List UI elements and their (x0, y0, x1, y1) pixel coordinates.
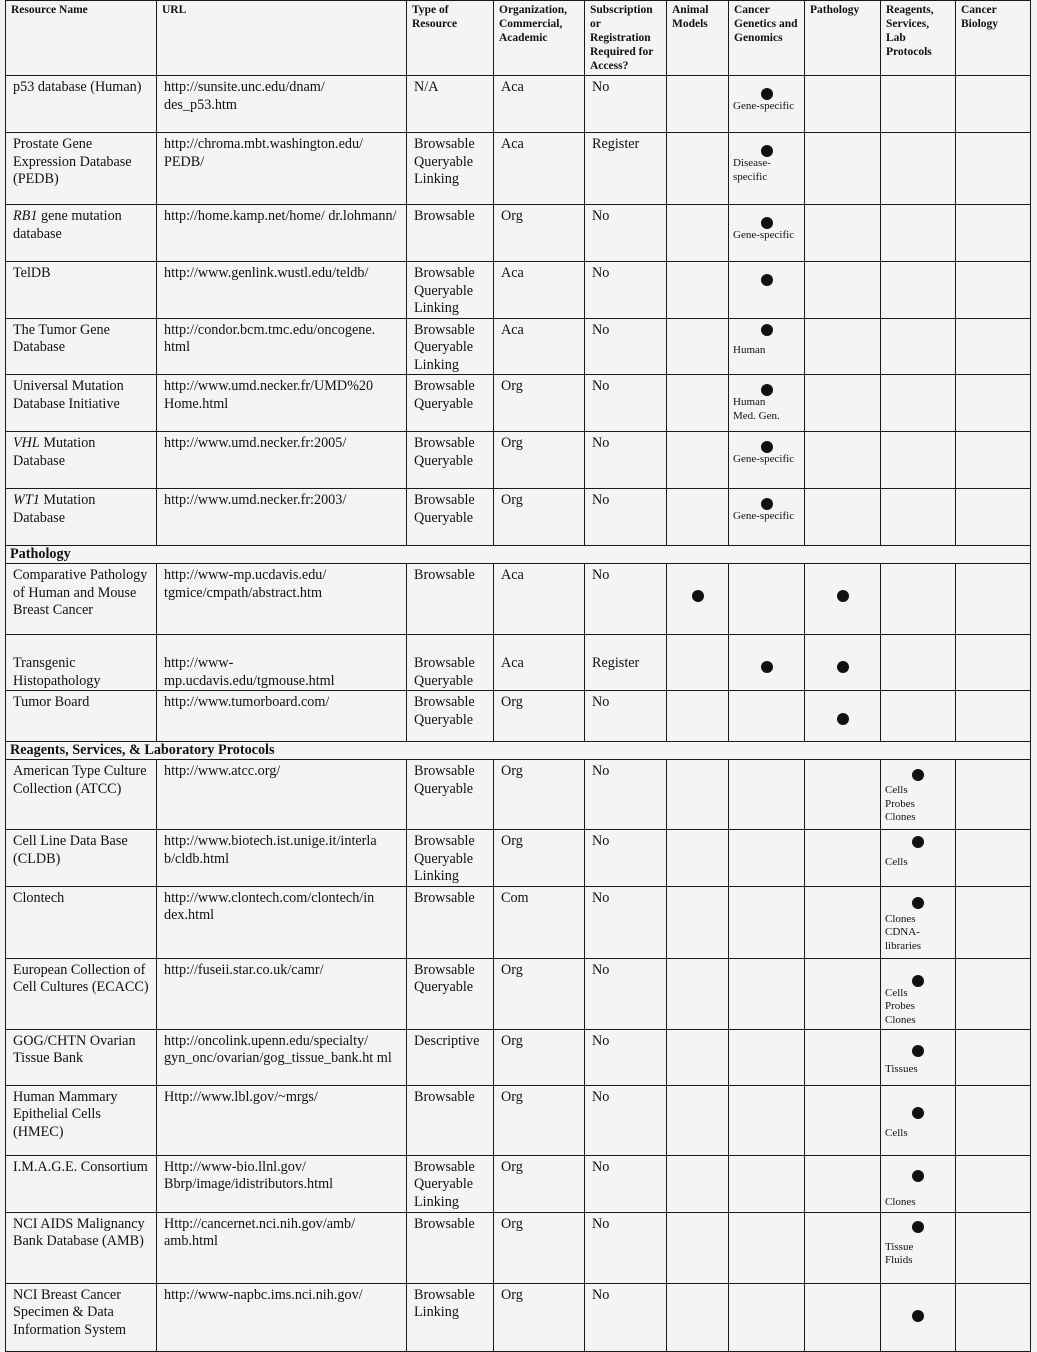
resource-url: http://www.umd.necker.fr/UMD%20 Home.html (157, 375, 407, 432)
bullet-icon (912, 1310, 924, 1322)
animal-models-cell (667, 432, 729, 489)
animal-models-cell (667, 564, 729, 635)
resource-access: No (585, 1155, 667, 1212)
resource-org: Aca (494, 133, 585, 205)
gene-symbol: WT1 (13, 492, 40, 508)
bullet-icon (912, 769, 924, 781)
resource-org: Org (494, 691, 585, 742)
pathology-cell (805, 564, 881, 635)
animal-models-cell (667, 489, 729, 546)
resource-org: Aca (494, 262, 585, 319)
animal-models-cell (667, 1283, 729, 1351)
reagents-cell (881, 1212, 956, 1283)
resource-url: Http://www-bio.llnl.gov/ Bbrp/image/idistributors.html (157, 1155, 407, 1212)
resource-type: Browsable Queryable (407, 958, 494, 1029)
bullet-icon (837, 713, 849, 725)
resource-access: No (585, 375, 667, 432)
resource-access: No (585, 1085, 667, 1155)
resource-type: Browsable Queryable Linking (407, 830, 494, 887)
resource-access: No (585, 205, 667, 262)
bullet-icon (761, 498, 773, 510)
table-row (6, 432, 1031, 489)
resource-type: Browsable (407, 205, 494, 262)
bullet-icon (761, 441, 773, 453)
resource-name: p53 database (Human) (6, 76, 157, 133)
resource-access: No (585, 958, 667, 1029)
resource-url: http://www.atcc.org/ (157, 760, 407, 830)
resource-name-text: Transgenic Histopathology (13, 655, 101, 689)
table-row (6, 1212, 1031, 1283)
section-row (6, 742, 1031, 760)
bullet-icon (761, 661, 773, 673)
animal-models-cell (667, 205, 729, 262)
resource-org: Org (494, 375, 585, 432)
resource-type: Browsable (407, 886, 494, 958)
resource-org: Org (494, 489, 585, 546)
animal-models-cell (667, 1155, 729, 1212)
resource-org: Org (494, 1212, 585, 1283)
resource-name: European Collection of Cell Cultures (ECACC) (6, 958, 157, 1029)
reagents-cell (881, 691, 956, 742)
cancer-biology-cell (956, 830, 1031, 887)
genetics-note: Gene-specific (733, 453, 795, 465)
genetics-cell (729, 635, 805, 691)
resource-url: http://www.umd.necker.fr:2003/ (157, 489, 407, 546)
resource-org: Org (494, 1029, 585, 1085)
resource-url: http://www-mp.ucdavis.edu/ tgmice/cmpath/abstract.htm (157, 564, 407, 635)
table-row (6, 564, 1031, 635)
document-page (5, 0, 1030, 1346)
resource-url: http://www.umd.necker.fr:2005/ (157, 432, 407, 489)
table-row (6, 1029, 1031, 1085)
resource-access: No (585, 564, 667, 635)
resource-type: Browsable Queryable Linking (407, 318, 494, 375)
genetics-cell (729, 760, 805, 830)
reagents-note: Clones CDNA- libraries (885, 912, 922, 952)
genetics-cell (729, 1085, 805, 1155)
reagents-note: Tissue Fluids (885, 1240, 914, 1266)
resource-url: http://www.biotech.ist.unige.it/interla b/cldb.html (157, 830, 407, 887)
animal-models-cell (667, 1212, 729, 1283)
resource-type: Descriptive (407, 1029, 494, 1085)
section-row (6, 546, 1031, 564)
animal-models-cell (667, 262, 729, 319)
genetics-cell (729, 375, 805, 432)
resource-type: Browsable (407, 564, 494, 635)
header-resource-name: Resource Name (6, 1, 157, 76)
pathology-cell (805, 432, 881, 489)
animal-models-cell (667, 635, 729, 691)
animal-models-cell (667, 830, 729, 887)
resource-type: Browsable (407, 1212, 494, 1283)
animal-models-cell (667, 886, 729, 958)
pathology-cell (805, 760, 881, 830)
resource-access: No (585, 830, 667, 887)
genetics-note: Gene-specific (733, 100, 795, 112)
resource-type: N/A (407, 76, 494, 133)
pathology-cell (805, 262, 881, 319)
header-url: URL (157, 1, 407, 76)
table-row (6, 318, 1031, 375)
genetics-note: Disease-specific (733, 157, 771, 183)
reagents-cell (881, 432, 956, 489)
genetics-cell (729, 262, 805, 319)
resource-access: No (585, 760, 667, 830)
reagents-note: Cells (885, 856, 908, 868)
resource-name (6, 635, 157, 691)
resource-url: http://www-napbc.ims.nci.nih.gov/ (157, 1283, 407, 1351)
header-reagents: Reagents, Services, Lab Protocols (881, 1, 956, 76)
genetics-cell (729, 691, 805, 742)
resource-access: No (585, 1212, 667, 1283)
resource-table (5, 0, 1031, 1352)
cancer-biology-cell (956, 133, 1031, 205)
table-row (6, 1085, 1031, 1155)
resource-type: Browsable Queryable Linking (407, 262, 494, 319)
cancer-biology-cell (956, 691, 1031, 742)
resource-type: Browsable (407, 1085, 494, 1155)
resource-url: http://chroma.mbt.washington.edu/ PEDB/ (157, 133, 407, 205)
genetics-cell (729, 318, 805, 375)
resource-org: Org (494, 1085, 585, 1155)
genetics-cell (729, 886, 805, 958)
resource-access: No (585, 76, 667, 133)
reagents-cell (881, 375, 956, 432)
resource-name: Human Mammary Epithelial Cells (HMEC) (6, 1085, 157, 1155)
table-row (6, 262, 1031, 319)
genetics-note: Gene-specific (733, 510, 795, 522)
resource-access (585, 635, 667, 691)
reagents-cell (881, 635, 956, 691)
genetics-note: Gene-specific (733, 229, 795, 241)
cancer-biology-cell (956, 1029, 1031, 1085)
table-row (6, 635, 1031, 691)
reagents-cell (881, 1029, 956, 1085)
resource-name: TelDB (6, 262, 157, 319)
resource-org: Org (494, 830, 585, 887)
animal-models-cell (667, 76, 729, 133)
pathology-cell (805, 375, 881, 432)
cancer-biology-cell (956, 958, 1031, 1029)
resource-name: NCI AIDS Malignancy Bank Database (AMB) (6, 1212, 157, 1283)
pathology-cell (805, 1283, 881, 1351)
cancer-biology-cell (956, 76, 1031, 133)
resource-org-text: Aca (501, 655, 524, 671)
table-row (6, 489, 1031, 546)
pathology-cell (805, 1155, 881, 1212)
reagents-cell (881, 318, 956, 375)
resource-type: Browsable Linking (407, 1283, 494, 1351)
cancer-biology-cell (956, 262, 1031, 319)
reagents-cell (881, 958, 956, 1029)
resource-org: Org (494, 760, 585, 830)
cancer-biology-cell (956, 1212, 1031, 1283)
table-row (6, 375, 1031, 432)
cancer-biology-cell (956, 205, 1031, 262)
resource-name-rest: Mutation Database (13, 492, 96, 526)
resource-name: The Tumor Gene Database (6, 318, 157, 375)
pathology-cell (805, 133, 881, 205)
genetics-cell (729, 1212, 805, 1283)
resource-name: Comparative Pathology of Human and Mouse Breast Cancer (6, 564, 157, 635)
bullet-icon (912, 897, 924, 909)
genetics-cell (729, 1029, 805, 1085)
animal-models-cell (667, 1085, 729, 1155)
reagents-cell (881, 205, 956, 262)
reagents-note: Clones (885, 1195, 916, 1208)
resource-name: Prostate Gene Expression Database (PEDB) (6, 133, 157, 205)
resource-access: Register (585, 133, 667, 205)
resource-name: Clontech (6, 886, 157, 958)
resource-access-text: Register (592, 655, 640, 671)
table-row (6, 691, 1031, 742)
cancer-biology-cell (956, 1155, 1031, 1212)
header-org: Organization, Commercial, Academic (494, 1, 585, 76)
resource-org: Com (494, 886, 585, 958)
resource-access: No (585, 1283, 667, 1351)
genetics-cell (729, 1283, 805, 1351)
animal-models-cell (667, 1029, 729, 1085)
reagents-cell (881, 489, 956, 546)
header-type: Type of Resource (407, 1, 494, 76)
resource-name (6, 432, 157, 489)
animal-models-cell (667, 318, 729, 375)
bullet-icon (912, 1045, 924, 1057)
animal-models-cell (667, 760, 729, 830)
reagents-cell (881, 760, 956, 830)
resource-org: Aca (494, 318, 585, 375)
resource-url-text: http://www- mp.ucdavis.edu/tgmouse.html (164, 655, 335, 689)
table-row (6, 830, 1031, 887)
reagents-cell (881, 886, 956, 958)
reagents-cell (881, 76, 956, 133)
header-cancer-biology: Cancer Biology (956, 1, 1031, 76)
header-animal-models: Animal Models (667, 1, 729, 76)
resource-type: Browsable Queryable Linking (407, 133, 494, 205)
genetics-cell (729, 1155, 805, 1212)
bullet-icon (912, 836, 924, 848)
resource-type-text: Browsable Queryable (414, 655, 475, 689)
genetics-note: Human Med. Gen. (733, 396, 780, 422)
cancer-biology-cell (956, 432, 1031, 489)
resource-org: Org (494, 958, 585, 1029)
resource-name (6, 489, 157, 546)
pathology-cell (805, 76, 881, 133)
reagents-cell (881, 1085, 956, 1155)
resource-url: Http://www.lbl.gov/~mrgs/ (157, 1085, 407, 1155)
bullet-icon (912, 1221, 924, 1233)
resource-url: http://condor.bcm.tmc.edu/oncogene. html (157, 318, 407, 375)
resource-type: Browsable Queryable (407, 432, 494, 489)
bullet-icon (761, 217, 773, 229)
header-pathology: Pathology (805, 1, 881, 76)
resource-url: http://sunsite.unc.edu/dnam/ des_p53.htm (157, 76, 407, 133)
cancer-biology-cell (956, 886, 1031, 958)
cancer-biology-cell (956, 1283, 1031, 1351)
table-row (6, 1283, 1031, 1351)
reagents-cell (881, 133, 956, 205)
resource-type (407, 635, 494, 691)
pathology-cell (805, 635, 881, 691)
section-heading-pathology: Pathology (6, 546, 1031, 564)
table-row (6, 958, 1031, 1029)
resource-access: No (585, 1029, 667, 1085)
bullet-icon (692, 590, 704, 602)
header-access: Subscription or Registration Required for Access? (585, 1, 667, 76)
resource-type: Browsable Queryable (407, 489, 494, 546)
pathology-cell (805, 830, 881, 887)
resource-type: Browsable Queryable (407, 691, 494, 742)
resource-type: Browsable Queryable Linking (407, 1155, 494, 1212)
cancer-biology-cell (956, 489, 1031, 546)
section-heading-reagents: Reagents, Services, & Laboratory Protocols (6, 742, 1031, 760)
resource-org: Org (494, 1155, 585, 1212)
reagents-cell (881, 262, 956, 319)
genetics-cell (729, 76, 805, 133)
resource-name: American Type Culture Collection (ATCC) (6, 760, 157, 830)
cancer-biology-cell (956, 564, 1031, 635)
resource-type: Browsable Queryable (407, 760, 494, 830)
resource-org: Org (494, 432, 585, 489)
genetics-cell (729, 958, 805, 1029)
genetics-cell (729, 133, 805, 205)
resource-url: http://www.tumorboard.com/ (157, 691, 407, 742)
resource-access: No (585, 886, 667, 958)
resource-name: GOG/CHTN Ovarian Tissue Bank (6, 1029, 157, 1085)
resource-access: No (585, 432, 667, 489)
resource-url (157, 635, 407, 691)
resource-url: http://home.kamp.net/home/ dr.lohmann/ (157, 205, 407, 262)
resource-org (494, 635, 585, 691)
resource-access: No (585, 489, 667, 546)
pathology-cell (805, 1212, 881, 1283)
genetics-cell (729, 432, 805, 489)
resource-url: Http://cancernet.nci.nih.gov/amb/ amb.html (157, 1212, 407, 1283)
gene-symbol: VHL (13, 435, 40, 451)
resource-name: Cell Line Data Base (CLDB) (6, 830, 157, 887)
cancer-biology-cell (956, 635, 1031, 691)
reagents-note: Cells (885, 1126, 908, 1139)
resource-url: http://oncolink.upenn.edu/specialty/ gyn_onc/ovarian/gog_tissue_bank.ht ml (157, 1029, 407, 1085)
resource-access: No (585, 318, 667, 375)
pathology-cell (805, 1029, 881, 1085)
reagents-note: Cells Probes Clones (885, 784, 916, 823)
bullet-icon (761, 324, 773, 336)
resource-org: Org (494, 1283, 585, 1351)
resource-name: NCI Breast Cancer Specimen & Data Information System (6, 1283, 157, 1351)
reagents-cell (881, 1283, 956, 1351)
bullet-icon (837, 590, 849, 602)
pathology-cell (805, 489, 881, 546)
table-row (6, 205, 1031, 262)
bullet-icon (912, 1107, 924, 1119)
bullet-icon (837, 661, 849, 673)
reagents-cell (881, 564, 956, 635)
resource-name-rest: gene mutation database (13, 208, 122, 242)
animal-models-cell (667, 375, 729, 432)
gene-symbol: RB1 (13, 208, 38, 224)
reagents-cell (881, 1155, 956, 1212)
reagents-cell (881, 830, 956, 887)
resource-access: No (585, 262, 667, 319)
table-row (6, 886, 1031, 958)
resource-access: No (585, 691, 667, 742)
table-row (6, 760, 1031, 830)
resource-name: I.M.A.G.E. Consortium (6, 1155, 157, 1212)
genetics-cell (729, 205, 805, 262)
resource-url: http://fuseii.star.co.uk/camr/ (157, 958, 407, 1029)
header-row (6, 1, 1031, 76)
bullet-icon (761, 274, 773, 286)
reagents-note: Cells Probes Clones (885, 986, 916, 1026)
cancer-biology-cell (956, 375, 1031, 432)
reagents-note: Tissues (885, 1062, 918, 1075)
pathology-cell (805, 205, 881, 262)
cancer-biology-cell (956, 1085, 1031, 1155)
pathology-cell (805, 318, 881, 375)
header-cancer-genetics: Cancer Genetics and Genomics (729, 1, 805, 76)
cancer-biology-cell (956, 318, 1031, 375)
resource-name (6, 205, 157, 262)
genetics-cell (729, 564, 805, 635)
table-row (6, 133, 1031, 205)
resource-type: Browsable Queryable (407, 375, 494, 432)
pathology-cell (805, 691, 881, 742)
bullet-icon (761, 384, 773, 396)
bullet-icon (761, 145, 773, 157)
resource-name: Tumor Board (6, 691, 157, 742)
resource-org: Aca (494, 76, 585, 133)
bullet-icon (912, 975, 924, 987)
animal-models-cell (667, 133, 729, 205)
pathology-cell (805, 1085, 881, 1155)
genetics-note: Human (733, 343, 766, 356)
animal-models-cell (667, 958, 729, 1029)
resource-url: http://www.clontech.com/clontech/in dex.html (157, 886, 407, 958)
pathology-cell (805, 958, 881, 1029)
resource-name-rest: Mutation Database (13, 435, 96, 469)
resource-url: http://www.genlink.wustl.edu/teldb/ (157, 262, 407, 319)
pathology-cell (805, 886, 881, 958)
bullet-icon (912, 1170, 924, 1182)
resource-org: Aca (494, 564, 585, 635)
genetics-cell (729, 830, 805, 887)
bullet-icon (761, 88, 773, 100)
table-row (6, 76, 1031, 133)
genetics-cell (729, 489, 805, 546)
table-row (6, 1155, 1031, 1212)
resource-org: Org (494, 205, 585, 262)
animal-models-cell (667, 691, 729, 742)
resource-name: Universal Mutation Database Initiative (6, 375, 157, 432)
cancer-biology-cell (956, 760, 1031, 830)
